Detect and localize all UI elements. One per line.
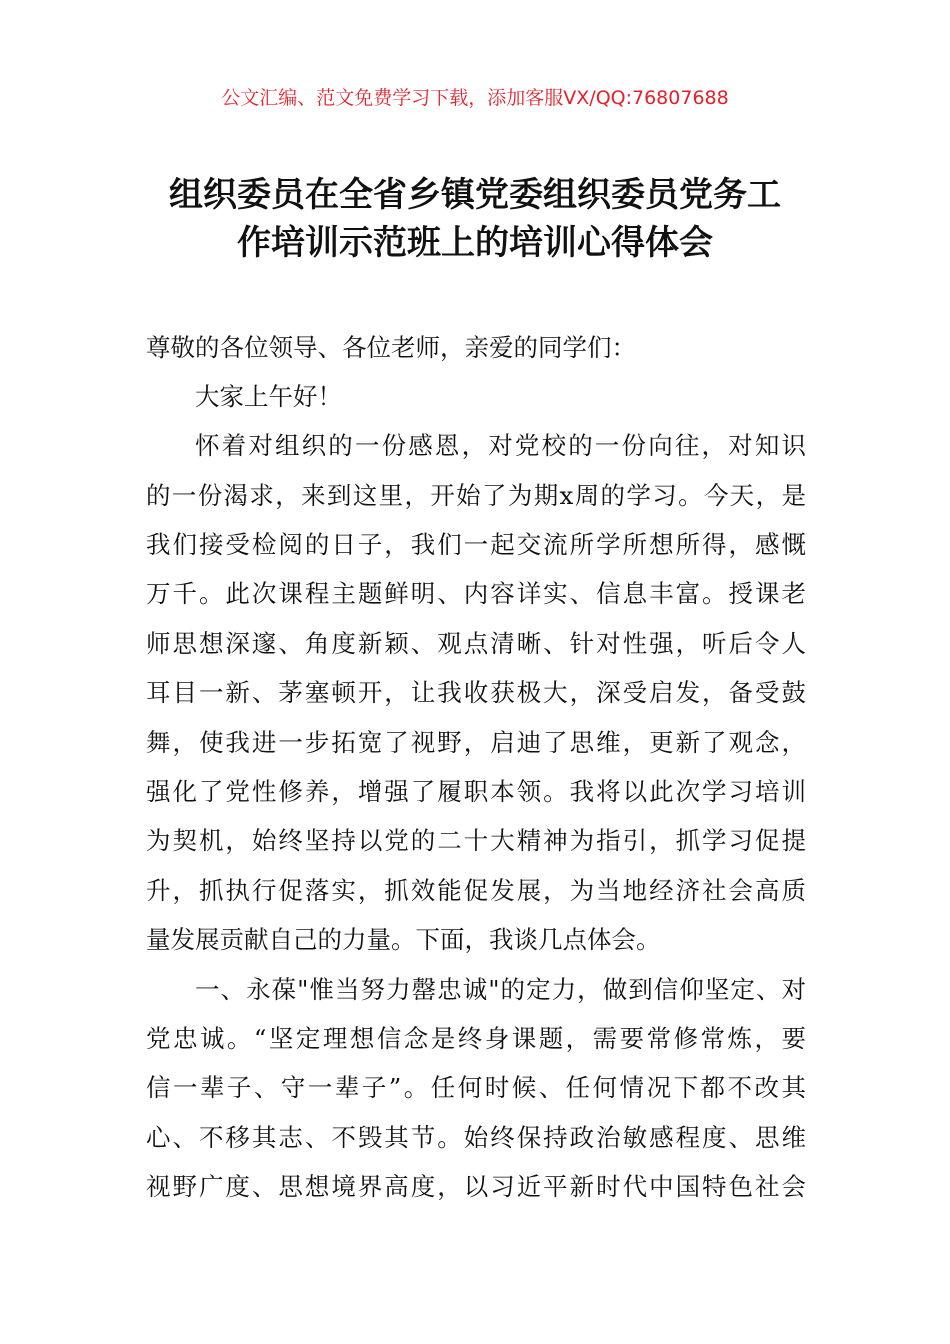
- paragraph-line: 怀着对组织的一份感恩，对党校的一份向往，对知识: [195, 431, 806, 460]
- section-heading-line: 一、永葆"惟当努力罄忠诚"的定力，做到信仰坚定、对: [195, 975, 806, 1004]
- paragraph-line: 舞，使我进一步拓宽了视野，启迪了思维，更新了观念，: [146, 728, 806, 757]
- paragraph-line: 信一辈子、守一辈子”。任何时候、任何情况下都不改其: [146, 1073, 806, 1102]
- paragraph-line: 为契机，始终坚持以党的二十大精神为指引，抓学习促提: [146, 826, 806, 855]
- document-title-line-1: 组织委员在全省乡镇党委组织委员党务工: [169, 175, 781, 215]
- paragraph-line: 的一份渴求，来到这里，开始了为期x周的学习。今天，是: [146, 481, 806, 510]
- paragraph-line: 量发展贡献自己的力量。下面，我谈几点体会。: [146, 925, 661, 954]
- paragraph-line: 师思想深邃、角度新颖、观点清晰、针对性强，听后令人: [146, 629, 806, 658]
- salutation: 尊敬的各位领导、各位老师，亲爱的同学们：: [146, 333, 636, 362]
- paragraph-line: 万千。此次课程主题鲜明、内容详实、信息丰富。授课老: [146, 579, 806, 608]
- paragraph-line: 党忠诚。“坚定理想信念是终身课题，需要常修常炼，要: [146, 1024, 806, 1053]
- paragraph-line: 我们接受检阅的日子，我们一起交流所学所想所得，感慨: [146, 530, 806, 559]
- promo-banner: 公文汇编、范文免费学习下载，添加客服VX/QQ:76807688: [221, 87, 729, 109]
- paragraph-line: 升，抓执行促落实，抓效能促发展，为当地经济社会高质: [146, 876, 806, 905]
- paragraph-line: 耳目一新、茅塞顿开，让我收获极大，深受启发，备受鼓: [146, 678, 806, 707]
- paragraph-line: 心、不移其志、不毁其节。始终保持政治敏感程度、思维: [146, 1123, 806, 1152]
- document-title-line-2: 作培训示范班上的培训心得体会: [237, 223, 713, 263]
- paragraph-line: 强化了党性修养，增强了履职本领。我将以此次学习培训: [146, 777, 806, 806]
- greeting: 大家上午好！: [195, 382, 342, 411]
- paragraph-line: 视野广度、思想境界高度，以习近平新时代中国特色社会: [146, 1172, 806, 1201]
